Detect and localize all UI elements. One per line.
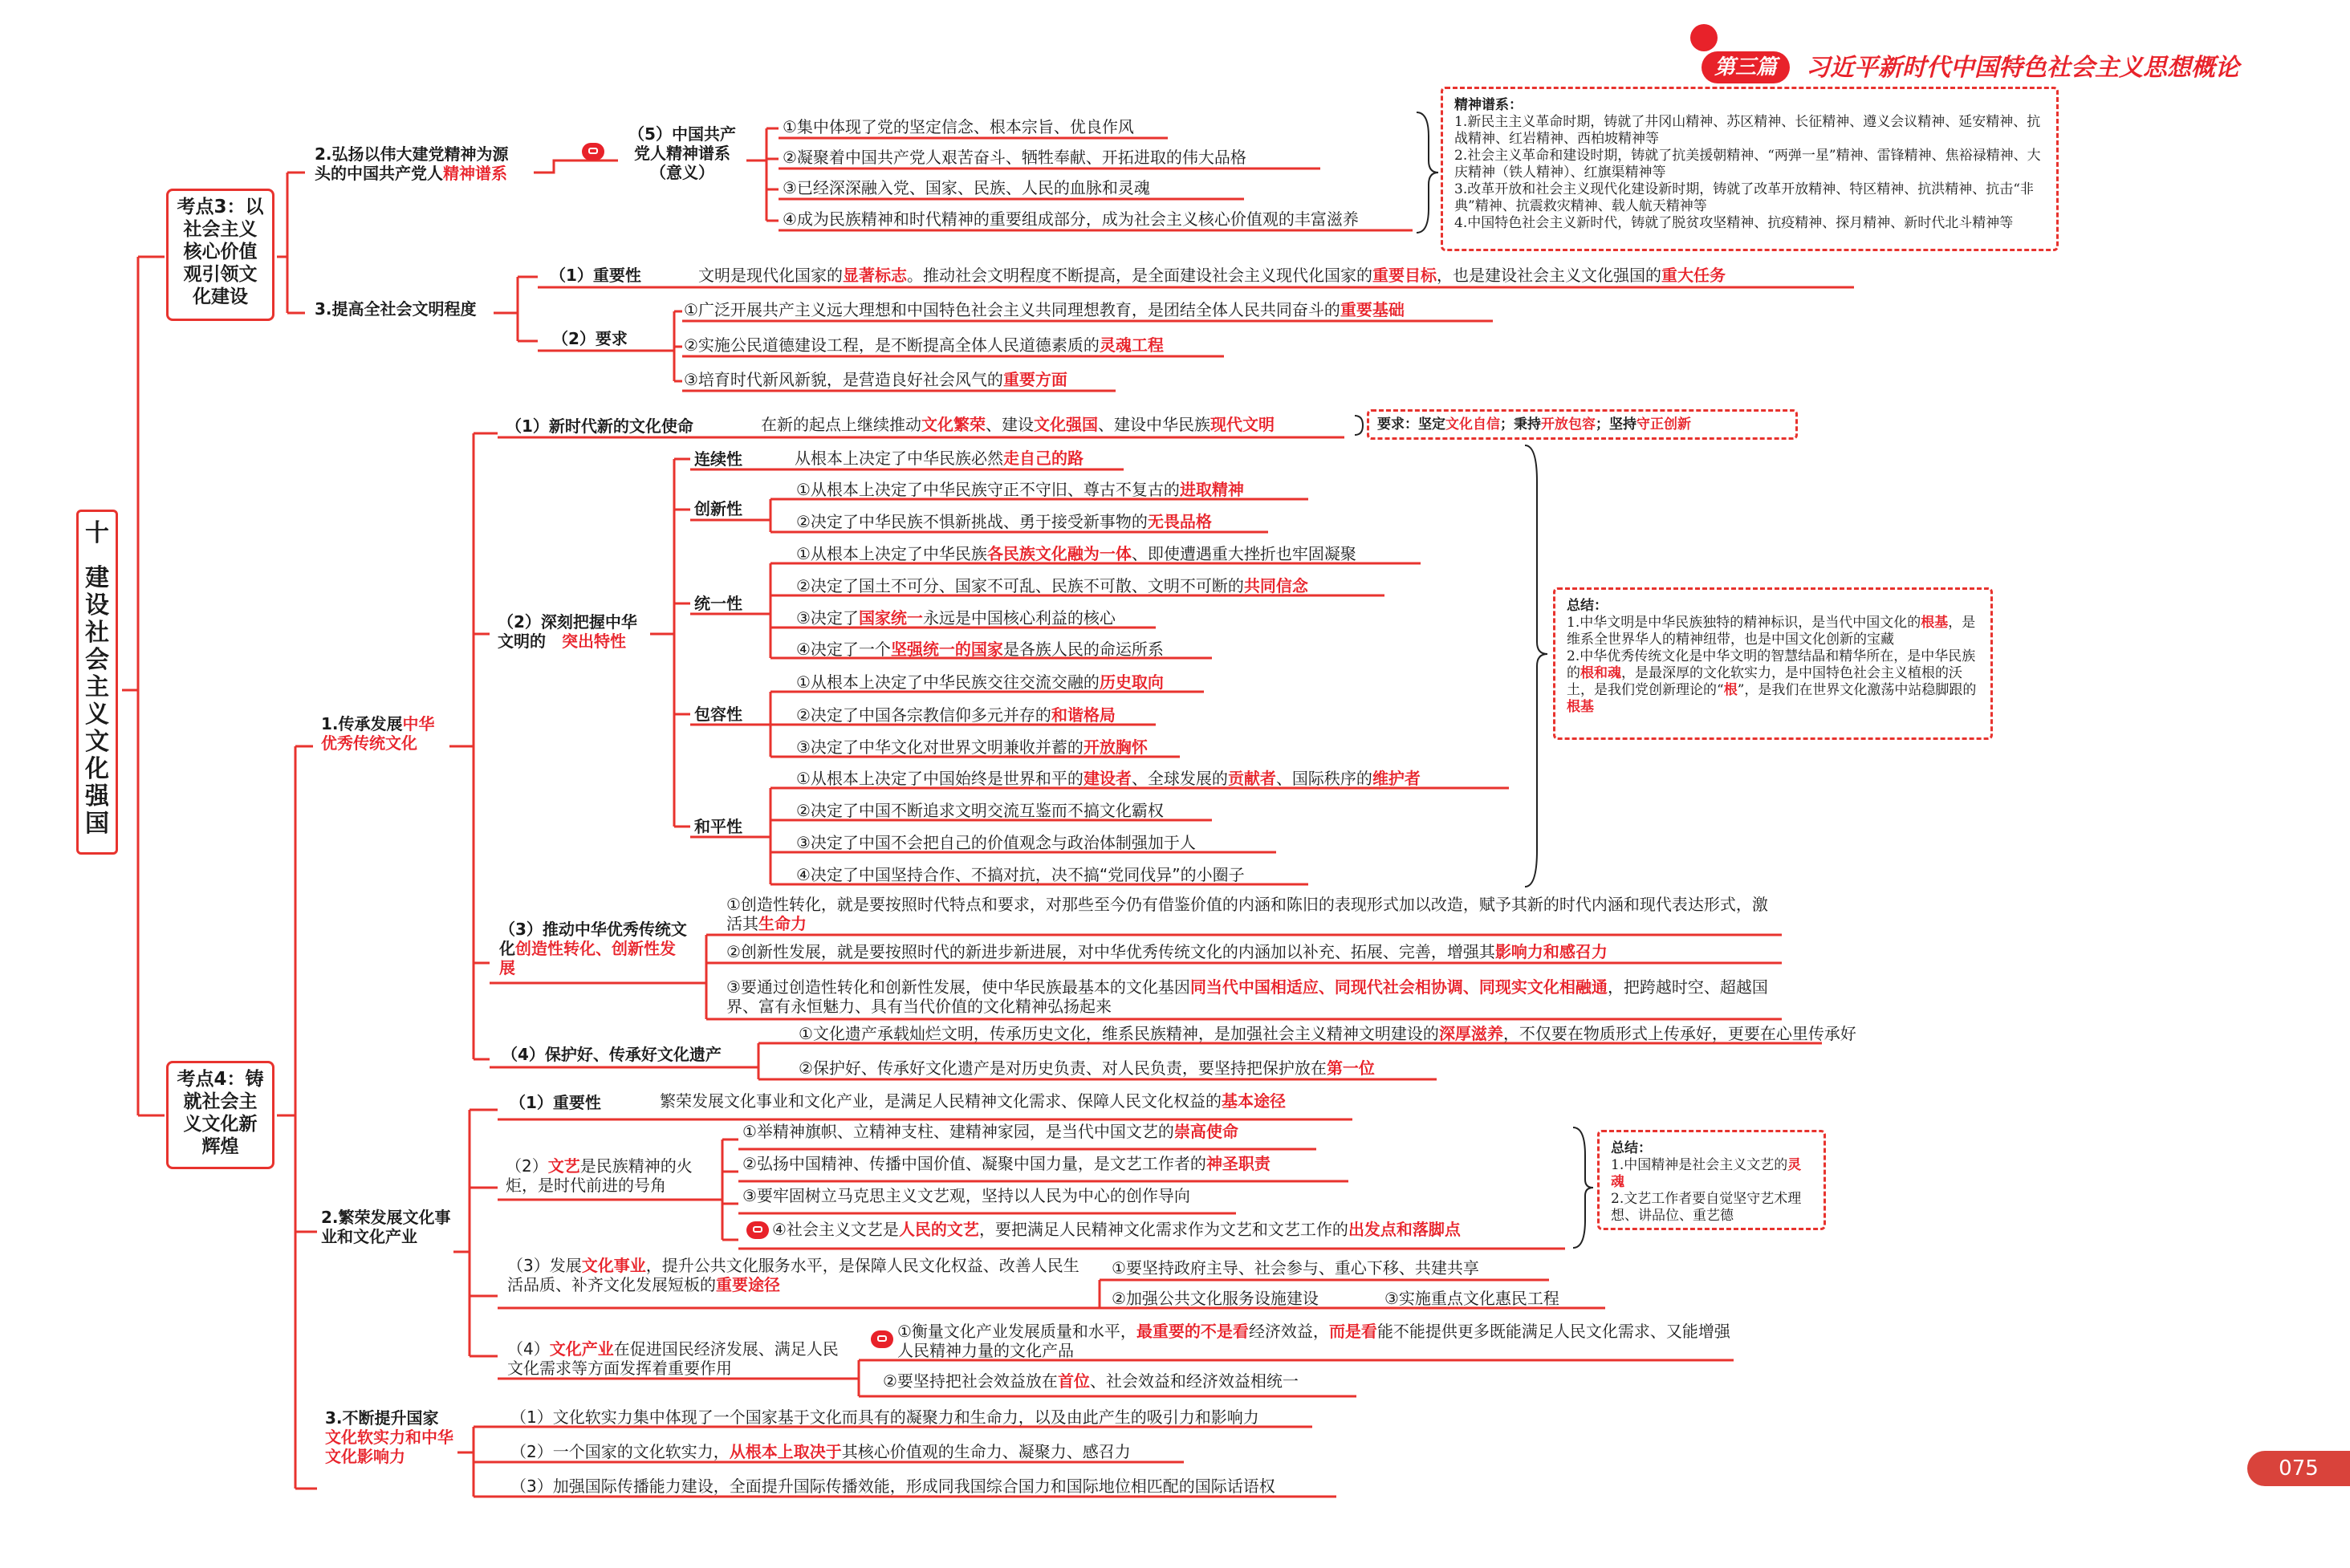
kp3-branch3-label: 3.提高全社会文明程度 (315, 299, 477, 319)
root-node (76, 510, 118, 855)
traits-label-pre: （2）深刻把握中华文明的 (498, 612, 637, 651)
tu4b: 坚强统一的国家 (890, 640, 1003, 659)
traits-summary-l2 (1567, 648, 1979, 716)
transform-label (499, 920, 688, 977)
he1a: ①文化遗产承载灿烂文明，传承历史文化，维系民族精神，是加强社会主义精神文明建设的 (799, 1024, 1439, 1043)
tp1b: 建设者 (1083, 769, 1132, 788)
trait-incl-item-1 (796, 672, 1164, 692)
kp4-b3-label (325, 1408, 457, 1466)
civ-req-1b: 重要基础 (1340, 300, 1405, 319)
tu4a: ④决定了一个 (796, 640, 891, 659)
ts2d: 根 (1723, 682, 1738, 698)
root-char: 十 (85, 519, 109, 547)
exam-flag-icon (582, 143, 604, 160)
trait-continuity-item-1 (795, 449, 1084, 468)
kp3-branch2-line2-pre: 头的中国共产党人 (315, 164, 443, 183)
b3-line1: 3.不断提升国家 (325, 1408, 439, 1428)
header-apple-icon (1690, 24, 1718, 51)
exam-flag-icon-industry (871, 1330, 893, 1348)
tp1a: ①从根本上决定了中国始终是世界和平的 (796, 769, 1084, 788)
civ-req-2b: 灵魂工程 (1099, 335, 1164, 355)
in-c: 在促进国民经济发展、满足人民文化需求等方面发挥着重要作用 (507, 1339, 839, 1378)
sp2b: 从根本上取决于 (729, 1442, 842, 1461)
in-b: 文化产业 (549, 1339, 614, 1359)
tu1c: 、即使遭遇重大挫折也牢固凝聚 (1131, 544, 1356, 563)
tr1b: 生命力 (758, 914, 807, 933)
b3-line2-red: 文化软实力和中华文化影响力 (325, 1428, 453, 1466)
trait-continuity: 连续性 (694, 449, 742, 469)
he1b: 深厚滋养 (1438, 1024, 1503, 1043)
tn2a: ②决定了中国各宗教信仰多元并存的 (796, 705, 1051, 725)
pu-c: ，提升公共文化服务水平，是保障人民文化权益、改善人民生活品质、补齐文化发展短板的 (507, 1256, 1079, 1294)
trait-peace: 和平性 (694, 817, 742, 836)
civ-req-3b: 重要方面 (1002, 370, 1067, 389)
mission-text (761, 415, 1275, 434)
id1a: ①衡量文化产业发展质量和水平， (897, 1322, 1136, 1341)
ti2b: 无畏品格 (1147, 512, 1212, 531)
trait-peace-item-3: ③决定了中国不会把自己的价值观念与政治体制强加于人 (796, 833, 1196, 852)
tc1a: 从根本上决定了中华民族必然 (795, 449, 1003, 468)
spirit-item-1: ①集中体现了党的坚定信念、根本宗旨、优良作风 (783, 117, 1134, 136)
kp3-title: 考点3：以社会主义核心价值观引领文化建设 (177, 197, 264, 307)
public-culture-label (507, 1256, 1085, 1294)
kp4-b2-label: 2.繁荣发展文化事业和文化产业 (321, 1208, 451, 1246)
softpower-item-1: （1）文化软实力集中体现了一个国家基于文化而具有的凝聚力和生命力，以及由此产生的吸引力和影响力 (510, 1408, 1259, 1427)
kp4-title: 考点4：铸就社会主义文化新辉煌 (177, 1069, 264, 1157)
tn2b: 和谐格局 (1051, 705, 1116, 725)
tr2a: ②创新性发展，就是要按照时代的新进步新进展，对中华优秀传统文化的内涵加以补充、拓展、完善，增强其 (726, 942, 1495, 961)
ar4b: 人民的文艺 (898, 1220, 979, 1239)
civ-imp-p3: 重要目标 (1372, 266, 1437, 285)
spirit-item-3: ③已经深深融入党、国家、民族、人民的血脉和灵魂 (783, 178, 1150, 197)
civ-imp-p0: 文明是现代化国家的 (698, 266, 843, 285)
as1a: 1.中国精神是社会主义文艺的 (1611, 1157, 1788, 1173)
traits-summary-l1 (1567, 615, 1979, 648)
industry-item-1 (897, 1322, 1732, 1360)
ts2e: ”，是我们在世界文化激荡中站稳脚跟的 (1737, 682, 1977, 698)
trait-unity-item-2 (796, 576, 1308, 595)
civ-req-1a: ①广泛开展共产主义远大理想和中国特色社会主义共同理想教育，是团结全体人民共同奋斗的 (684, 300, 1340, 319)
mis-p4: 、建设中华民族 (1098, 415, 1210, 434)
id1e: 能不能提供更多既能满足人民文化需求、又能增强人民精神力量的文化产品 (897, 1322, 1730, 1360)
civ-req-item-1 (684, 300, 1405, 319)
trait-incl-item-3 (796, 737, 1148, 757)
spirit-pedigree-note-box (1441, 87, 2059, 251)
header-title: 习近平新时代中国特色社会主义思想概论 (1806, 54, 2239, 82)
ts2a: 2.中华优秀传统文化是中华文明的智慧结晶和精华所在，是中华民族的 (1567, 648, 1976, 681)
trait-innovation: 创新性 (694, 499, 742, 518)
id2a: ②要坚持把社会效益放在 (883, 1371, 1058, 1391)
mreq-p1: 文化自信 (1445, 416, 1500, 433)
spirit-pedigree-title: （5）中国共产党人精神谱系 (628, 124, 736, 163)
ar2b: 神圣职责 (1205, 1154, 1271, 1173)
art-summary-l2: 2.文艺工作者要自觉坚守艺术理想、讲品位、重艺德 (1611, 1191, 1802, 1224)
ti2a: ②决定了中华民族不惧新挑战、勇于接受新事物的 (796, 512, 1148, 531)
part-badge-text: 第三篇 (1714, 55, 1778, 79)
trait-unity-item-3 (796, 608, 1116, 628)
tu4c: 是各族人民的命运所系 (1002, 640, 1164, 659)
ts1b: 根基 (1921, 615, 1949, 631)
ar4c: ，要把满足人民精神文化需求作为文艺和文艺工作的 (978, 1220, 1348, 1239)
art-summary-title: 总结： (1611, 1140, 1652, 1156)
tn1b: 历史取向 (1099, 672, 1164, 692)
art-post: 是民族精神的火炬，是时代前进的号角 (506, 1156, 693, 1195)
art-summary-box (1597, 1130, 1826, 1230)
trait-unity-item-1 (796, 544, 1356, 563)
kp3-node (166, 189, 274, 321)
note-line-4: 4.中国特色社会主义新时代，铸就了脱贫攻坚精神、抗疫精神、探月精神、新时代北斗精神等 (1454, 215, 2014, 231)
transform-item-2 (726, 942, 1608, 961)
trait-incl-item-2 (796, 705, 1116, 725)
tr3a: ③要通过创造性转化和创新性发展，使中华民族最基本的文化基因 (726, 977, 1190, 997)
traits-label-red-inline: 突出特性 (562, 632, 626, 651)
industry-item-2 (883, 1371, 1299, 1391)
civ-imp-p1: 显著标志 (843, 266, 907, 285)
he2b: 第一位 (1326, 1058, 1375, 1078)
public-item-3: ③实施重点文化惠民工程 (1384, 1289, 1559, 1308)
tp1f: 维护者 (1372, 769, 1421, 788)
id2c: 、社会效益和经济效益相统一 (1089, 1371, 1299, 1391)
mis-p3: 文化强国 (1034, 415, 1098, 434)
tr3c: ，把跨越时空、超越国界、富有永恒魅力、具有当代价值的文化精神弘扬起来 (726, 977, 1768, 1016)
transform-item-1 (726, 895, 1770, 933)
heritage-item-1 (799, 1024, 1856, 1043)
tr1a: ①创造性转化，就是要按照时代特点和要求，对那些至今仍有借鉴价值的内涵和陈旧的表现形式加以改造，赋予其新的时代内涵和现代表达形式，激活其 (726, 895, 1768, 933)
pu-b: 文化事业 (581, 1256, 646, 1275)
id1d: 而是看 (1328, 1322, 1377, 1341)
traits-summary-title: 总结： (1567, 598, 1608, 614)
kp4-b1-label (321, 714, 435, 753)
art-item-2 (742, 1154, 1271, 1173)
civ-imp-p2: 。推动社会文明程度不断提高，是全面建设社会主义现代化国家的 (907, 266, 1372, 285)
public-item-2: ②加强公共文化服务设施建设 (1112, 1289, 1319, 1308)
id1b: 最重要的不是看 (1136, 1322, 1249, 1341)
mission-requirement-box (1367, 409, 1798, 440)
header-part-badge (1702, 51, 1790, 83)
trait-peace-item-4: ④决定了中国坚持合作、不搞对抗，决不搞“党同伐异”的小圈子 (796, 865, 1245, 884)
art-pre: （2） (506, 1156, 548, 1176)
spirit-pedigree-node (622, 124, 742, 182)
civ-imp-p5: 重大任务 (1661, 266, 1726, 285)
tu1b: 各民族文化融为一体 (986, 544, 1132, 563)
tu3b: 国家统一 (858, 608, 923, 628)
mis-p0: 在新的起点上继续推动 (761, 415, 921, 434)
kp3-branch2-line1: 2.弘扬以伟大建党精神为源 (315, 144, 509, 164)
as1b: 灵魂 (1611, 1157, 1802, 1190)
id2b: 首位 (1057, 1371, 1090, 1391)
in-a: （4） (507, 1339, 550, 1359)
kp4-node (166, 1061, 274, 1169)
transform-item-3 (726, 977, 1770, 1016)
civ-importance-text (698, 266, 1726, 285)
mreq-p0: 要求：坚定 (1377, 416, 1445, 433)
art-red: 文艺 (547, 1156, 580, 1176)
page-number-tab (2247, 1451, 2350, 1486)
trait-peace-item-2: ②决定了中国不断追求文明交流互鉴而不搞文化霸权 (796, 801, 1164, 820)
ar4a: ④社会主义文艺是 (772, 1220, 899, 1239)
mreq-p4: ；坚持 (1596, 416, 1636, 433)
ti1a: ①从根本上决定了中华民族守正不守旧、尊古不复古的 (796, 480, 1180, 499)
tp1e: 、国际秩序的 (1275, 769, 1372, 788)
ar1a: ①举精神旗帜、立精神支柱、建精神家园，是当代中国文艺的 (742, 1122, 1174, 1141)
note-title: 精神谱系： (1454, 97, 1523, 113)
tn3a: ③决定了中华文化对世界文明兼收并蓄的 (796, 737, 1084, 757)
tn3b: 开放胸怀 (1083, 737, 1148, 757)
note-line-3: 3.改革开放和社会主义现代化建设新时期，铸就了改革开放精神、特区精神、抗洪精神、抗击“非典”精神、抗震救灾精神、载人航天精神等 (1454, 181, 2034, 214)
b1-line1-red: 中华 (402, 714, 435, 733)
traits-label-red-line (562, 632, 626, 651)
exam-flag-icon-art (746, 1221, 769, 1239)
transform-label-red: 创造性转化、创新性发展 (499, 939, 676, 977)
tu3c: 永远是中国核心利益的核心 (922, 608, 1116, 628)
softpower-item-3: （3）加强国际传播能力建设，全面提升国际传播效能，形成同我国综合国力和国际地位相匹配的国际话语权 (510, 1477, 1275, 1496)
civ-req-label: （2）要求 (552, 329, 628, 348)
art-summary-l1 (1611, 1157, 1812, 1191)
art-item-3: ③要牢固树立马克思主义文艺观，坚持以人民为中心的创作导向 (742, 1186, 1190, 1205)
mission-label: （1）新时代新的文化使命 (506, 416, 693, 436)
sp2a: （2）一个国家的文化软实力， (510, 1442, 730, 1461)
b2-importance-label: （1）重要性 (510, 1093, 601, 1112)
spirit-pedigree-note: （意义） (650, 163, 714, 182)
tu2b: 共同信念 (1243, 576, 1308, 595)
civ-req-item-3 (684, 370, 1067, 389)
tn1a: ①从根本上决定了中华民族交往交流交融的 (796, 672, 1100, 692)
tu2a: ②决定了国土不可分、国家不可乱、民族不可散、文明不可断的 (796, 576, 1244, 595)
civ-req-2a: ②实施公民道德建设工程，是不断提高全体人民道德素质的 (684, 335, 1100, 355)
ts1c: ，是维系全世界华人的精神纽带，也是中国文化创新的宝藏 (1567, 615, 1976, 648)
trait-unity-item-4 (796, 640, 1164, 659)
ts2b: 根和魂 (1580, 665, 1621, 681)
b2-importance-text (660, 1091, 1286, 1111)
trait-peace-item-1 (796, 769, 1421, 788)
note-line-1: 1.新民主主义革命时期，铸就了井冈山精神、苏区精神、长征精神、遵义会议精神、延安精神、抗战精神、红岩精神、西柏坡精神等 (1454, 114, 2041, 147)
public-item-1: ①要坚持政府主导、社会参与、重心下移、共建共享 (1112, 1258, 1479, 1278)
id1c: 经济效益， (1248, 1322, 1329, 1341)
tu3a: ③决定了 (796, 608, 859, 628)
art-item-4 (772, 1220, 1461, 1239)
b2i-b: 基本途径 (1222, 1091, 1286, 1111)
b1-line2-red: 优秀传统文化 (321, 733, 417, 753)
industry-label (507, 1339, 844, 1378)
heritage-label: （4）保护好、传承好文化遗产 (502, 1045, 722, 1064)
civ-imp-p4: ，也是建设社会主义文化强国的 (1437, 266, 1661, 285)
ts2c: ，是最深厚的文化软实力，是中国特色社会主义植根的沃土，是我们党创新理论的“ (1567, 665, 1962, 698)
tp1d: 贡献者 (1227, 769, 1276, 788)
mreq-p3: 开放包容 (1541, 416, 1596, 433)
trait-innovation-item-2 (796, 512, 1212, 531)
mis-p2: 、建设 (986, 415, 1034, 434)
b2i-a: 繁荣发展文化事业和文化产业，是满足人民精神文化需求、保障人民文化权益的 (660, 1091, 1222, 1111)
art-label (506, 1156, 698, 1195)
sp2c: 其核心价值观的生命力、凝聚力、感召力 (841, 1442, 1131, 1461)
spirit-item-4: ④成为民族精神和时代精神的重要组成部分，成为社会主义核心价值观的丰富滋养 (783, 209, 1359, 229)
mis-p1: 文化繁荣 (921, 415, 986, 434)
mreq-p2: ；秉持 (1500, 416, 1541, 433)
tp1c: 、全球发展的 (1131, 769, 1228, 788)
mis-p5: 现代文明 (1210, 415, 1275, 434)
kp3-branch2-line2-red: 精神谱系 (443, 164, 507, 183)
spirit-item-2: ②凝聚着中国共产党人艰苦奋斗、牺牲奉献、开拓进取的伟大品格 (783, 148, 1246, 167)
transform-label-pre: （3）推动中华优秀传统文化 (499, 920, 687, 958)
civ-importance-label: （1）重要性 (550, 266, 641, 285)
softpower-item-2 (510, 1442, 1131, 1461)
ti1b: 进取精神 (1179, 480, 1244, 499)
he1c: ，不仅要在物质形式上传承好，更要在心里传承好 (1502, 1024, 1856, 1043)
root-title: 建设社会主义文化强国 (85, 564, 109, 838)
ar4d: 出发点和落脚点 (1348, 1220, 1461, 1239)
tu1a: ①从根本上决定了中华民族 (796, 544, 987, 563)
civ-req-3a: ③培育时代新风新貌，是营造良好社会风气的 (684, 370, 1003, 389)
b1-line1-pre: 1.传承发展 (321, 714, 403, 733)
tc1b: 走自己的路 (1003, 449, 1084, 468)
ar2a: ②弘扬中国精神、传播中国价值、凝聚中国力量，是文艺工作者的 (742, 1154, 1206, 1173)
page-number: 075 (2279, 1456, 2319, 1481)
art-item-1 (742, 1122, 1238, 1141)
traits-summary-box (1553, 587, 1993, 740)
ts1a: 1.中华文明是中华民族独特的精神标识，是当代中国文化的 (1567, 615, 1921, 631)
civ-req-item-2 (684, 335, 1164, 355)
kp3-branch2-label (315, 144, 509, 183)
pu-d: 重要途径 (716, 1275, 780, 1294)
trait-innovation-item-1 (796, 480, 1244, 499)
heritage-item-2 (799, 1058, 1375, 1078)
note-line-2: 2.社会主义革命和建设时期，铸就了抗美援朝精神、“两弹一星”精神、雷锋精神、焦裕禄精神、大庆精神（铁人精神）、红旗渠精神等 (1454, 148, 2041, 181)
tr3b: 同当代中国相适应、同现代社会相协调、同现实文化相融通 (1189, 977, 1608, 997)
trait-unity: 统一性 (694, 594, 742, 613)
pu-a: （3）发展 (507, 1256, 582, 1275)
mreq-p5: 守正创新 (1636, 416, 1691, 433)
ar1b: 崇高使命 (1173, 1122, 1238, 1141)
trait-inclusiveness: 包容性 (694, 705, 742, 724)
tr2b: 影响力和感召力 (1494, 942, 1608, 961)
ts2f: 根基 (1567, 699, 1594, 715)
he2a: ②保护好、传承好文化遗产是对历史负责、对人民负责，要坚持把保护放在 (799, 1058, 1327, 1078)
